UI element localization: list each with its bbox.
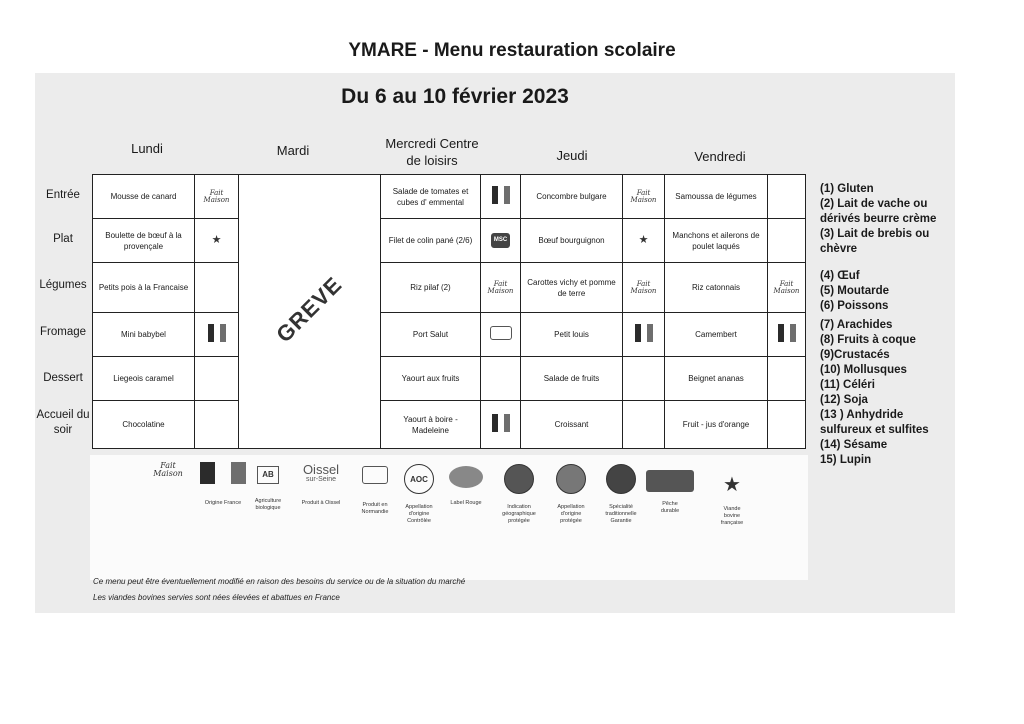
table-row-fromage [93, 313, 806, 357]
row-header-entree: Entrée [46, 189, 80, 201]
empty-cell [481, 357, 521, 401]
allergen-item: (8) Fruits à coque [820, 334, 916, 346]
legend-stg-line1: Spécialité [609, 504, 633, 510]
origine-france-flag-icon [195, 313, 239, 357]
fait-maison-icon [481, 263, 521, 313]
allergen-item: sulfureux et sulfites [820, 424, 929, 436]
row-header-accueil-line1: Accueil du [36, 409, 90, 421]
legend-aoc-line2: d'origine [408, 511, 430, 517]
row-header-accueil-line2: soir [53, 424, 73, 436]
fait-maison-text: Fait [636, 188, 651, 197]
allergen-item: (13 ) Anhydride [820, 409, 904, 421]
viande-bovine-francaise-icon: ★ [623, 219, 665, 263]
fait-maison-icon [148, 462, 188, 478]
legend-fait-maison [148, 462, 188, 478]
fait-maison-icon [195, 175, 239, 219]
legend-peche-line2: durable [660, 508, 680, 514]
legend-agriculture-bio [250, 466, 286, 512]
fait-maison-text: Maison [773, 286, 800, 295]
allergen-item: (5) Moutarde [820, 285, 889, 297]
day-header-mardi: Mardi [276, 143, 310, 158]
legend-normandie-line1: Produit en [362, 502, 388, 508]
legend-aop-line2: d'origine [560, 511, 582, 517]
legend-agriculture-bio-line2: biologique [255, 505, 281, 511]
table-row-legumes [93, 263, 806, 313]
aoc-icon: AOC [404, 464, 434, 494]
legend-aoc-line3: Contrôlée [407, 518, 431, 524]
allergen-item: (6) Poissons [820, 300, 889, 312]
empty-cell [768, 219, 806, 263]
allergen-item: (7) Arachides [820, 319, 893, 331]
fait-maison-text: Maison [487, 286, 514, 295]
cell-mercredi-plat: Filet de colin pané (2/6) [381, 219, 481, 263]
fait-maison-text: Fait [493, 279, 508, 288]
legend-igp-line2: géographique [502, 511, 536, 517]
allergen-item: chèvre [820, 243, 858, 255]
legend-produit-oissel [290, 464, 352, 507]
allergen-item: (1) Gluten [820, 183, 874, 195]
empty-cell [623, 357, 665, 401]
allergen-item: (14) Sésame [820, 439, 888, 451]
empty-cell [623, 401, 665, 449]
viande-bovine-francaise-icon: ★ [723, 474, 741, 496]
legend-vbf-line1: Viande [723, 506, 741, 512]
cell-mardi-greve [239, 175, 381, 449]
allergen-item: (12) Soja [820, 394, 868, 406]
origine-france-flag-icon [768, 313, 806, 357]
cell-vendredi-dessert: Beignet ananas [665, 357, 768, 401]
legend-aop [548, 464, 594, 525]
row-header-accueil [32, 408, 94, 438]
document-title: YMARE - Menu restauration scolaire [348, 40, 676, 61]
week-subtitle: Du 6 au 10 février 2023 [341, 85, 569, 108]
day-header-mercredi-line2: de loisirs [406, 153, 458, 168]
cell-lundi-fromage: Mini babybel [93, 313, 195, 357]
oissel-logo-icon [290, 464, 352, 483]
table-row-dessert [93, 357, 806, 401]
cell-jeudi-fromage: Petit louis [521, 313, 623, 357]
origine-france-flag-icon [200, 462, 246, 484]
legend-peche-line1: Pêche [662, 501, 678, 507]
cell-jeudi-dessert: Salade de fruits [521, 357, 623, 401]
allergen-item: (10) Mollusques [820, 364, 907, 376]
greve-label: GREVE [271, 271, 348, 347]
legend-igp [496, 464, 542, 525]
fait-maison-text: Maison [630, 286, 657, 295]
legend-aop-line1: Appellation [557, 504, 585, 510]
allergen-item: (3) Lait de brebis ou [820, 228, 930, 240]
cell-lundi-dessert: Liegeois caramel [93, 357, 195, 401]
footer-note-2: Les viandes bovines servies sont nées élevées et abattues en France [93, 593, 340, 602]
legend-viande-bovine [710, 474, 754, 527]
allergen-item: dérivés beurre crème [820, 213, 937, 225]
allergen-item: (2) Lait de vache ou [820, 198, 928, 210]
empty-cell [768, 175, 806, 219]
menu-table [92, 174, 806, 449]
stg-icon [606, 464, 636, 494]
origine-france-flag-icon [481, 175, 521, 219]
legend-normandie-line2: Normandie [361, 509, 389, 515]
empty-cell [195, 401, 239, 449]
empty-cell [195, 263, 239, 313]
legend-igp-line1: Indication [507, 504, 531, 510]
legend-igp-line3: protégée [508, 518, 530, 524]
legend-stg [596, 464, 646, 525]
cell-jeudi-legumes: Carottes vichy et pomme de terre [521, 263, 623, 313]
fait-maison-text: Maison [153, 469, 183, 478]
cell-jeudi-soir: Croissant [521, 401, 623, 449]
row-header-plat: Plat [53, 233, 73, 245]
legend-aoc [398, 464, 440, 525]
cell-lundi-entree: Mousse de canard [93, 175, 195, 219]
day-header-mercredi-line1: Mercredi Centre [385, 136, 479, 151]
footer-note-1: Ce menu peut être éventuellement modifié en raison des besoins du service ou de la situation du marché [93, 577, 466, 586]
empty-cell [195, 357, 239, 401]
igp-icon [504, 464, 534, 494]
legend-aop-line3: protégée [560, 518, 582, 524]
cell-mercredi-dessert: Yaourt aux fruits [381, 357, 481, 401]
legend-aoc-line1: Appellation [405, 504, 433, 510]
table-row-plat [93, 219, 806, 263]
legend-stg-line2: traditionnelle [605, 511, 637, 517]
table-row-soir [93, 401, 806, 449]
msc-peche-durable-icon [481, 219, 521, 263]
cell-mercredi-soir: Yaourt à boire - Madeleine [381, 401, 481, 449]
oissel-logo-text: Oissel [302, 462, 340, 477]
fait-maison-text: Fait [779, 279, 794, 288]
cell-lundi-soir: Chocolatine [93, 401, 195, 449]
msc-label: MSC [491, 233, 510, 248]
legend-vbf-line3: française [720, 520, 744, 526]
cell-vendredi-plat: Manchons et ailerons de poulet laqués [665, 219, 768, 263]
legend-origine-france [195, 462, 251, 507]
allergen-item: (9)Crustacés [820, 349, 890, 361]
day-header-vendredi: Vendredi [694, 149, 746, 164]
aop-icon [556, 464, 586, 494]
fait-maison-icon [768, 263, 806, 313]
produit-normandie-icon [481, 313, 521, 357]
viande-bovine-francaise-icon: ★ [195, 219, 239, 263]
msc-peche-durable-icon [646, 470, 694, 492]
cell-vendredi-entree: Samoussa de légumes [665, 175, 768, 219]
empty-cell [768, 357, 806, 401]
empty-cell [768, 401, 806, 449]
cell-vendredi-legumes: Riz catonnais [665, 263, 768, 313]
fait-maison-text: Maison [203, 195, 230, 204]
day-header-mercredi [380, 135, 484, 169]
label-rouge-icon [449, 466, 483, 488]
cell-jeudi-entree: Concombre bulgare [521, 175, 623, 219]
fait-maison-icon [623, 175, 665, 219]
legend-produit-oissel-label: Produit à Oissel [301, 500, 341, 506]
legend-origine-france-label: Origine France [204, 500, 242, 506]
cell-mercredi-legumes: Riz pilaf (2) [381, 263, 481, 313]
allergens-list [820, 182, 936, 468]
cell-lundi-plat: Boulette de bœuf à la provençale [93, 219, 195, 263]
cell-vendredi-fromage: Camembert [665, 313, 768, 357]
fait-maison-text: Fait [636, 279, 651, 288]
allergen-item: (4) Œuf [820, 270, 860, 282]
ab-bio-icon: AB [257, 466, 279, 484]
labels-legend [140, 460, 780, 540]
origine-france-flag-icon [481, 401, 521, 449]
legend-label-rouge-label: Label Rouge [450, 500, 482, 506]
legend-label-rouge [444, 466, 488, 507]
fait-maison-text: Fait [160, 461, 176, 470]
day-header-jeudi: Jeudi [556, 148, 588, 163]
cell-lundi-legumes: Petits pois à la Francaise [93, 263, 195, 313]
origine-france-flag-icon [623, 313, 665, 357]
row-header-dessert: Dessert [43, 372, 83, 384]
legend-peche-durable [644, 470, 696, 515]
fait-maison-text: Maison [630, 195, 657, 204]
allergen-item: (11) Céléri [820, 379, 875, 391]
fait-maison-icon [623, 263, 665, 313]
legend-agriculture-bio-line1: Agriculture [254, 498, 282, 504]
allergen-item: 15) Lupin [820, 454, 872, 466]
produit-normandie-icon [362, 466, 388, 484]
day-header-lundi: Lundi [131, 141, 163, 156]
table-row-entree [93, 175, 806, 219]
cell-mercredi-entree: Salade de tomates et cubes d' emmental [381, 175, 481, 219]
oissel-logo-sub: sur-Seine [306, 476, 336, 483]
row-header-legumes: Légumes [39, 279, 87, 291]
cell-mercredi-fromage: Port Salut [381, 313, 481, 357]
cell-jeudi-plat: Bœuf bourguignon [521, 219, 623, 263]
cell-vendredi-soir: Fruit - jus d'orange [665, 401, 768, 449]
legend-produit-normandie [358, 466, 392, 516]
legend-vbf-line2: bovine [723, 513, 741, 519]
row-header-fromage: Fromage [39, 326, 87, 338]
legend-stg-line3: Garantie [610, 518, 632, 524]
fait-maison-text: Fait [209, 188, 224, 197]
